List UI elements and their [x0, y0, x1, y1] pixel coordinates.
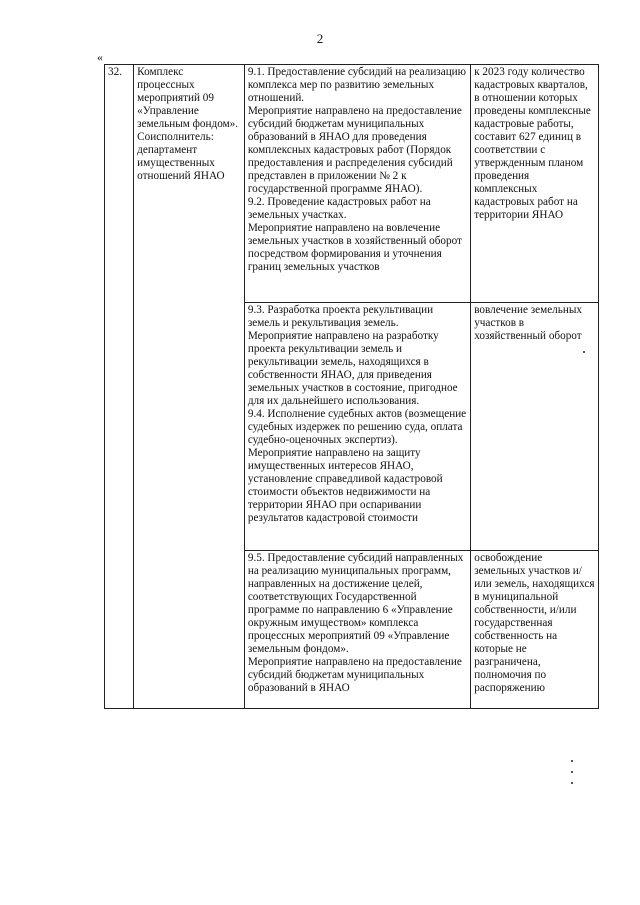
activity-item: Мероприятие направлено на защиту имущественных интересов ЯНАО, установление справедливой кадастровой стоимости объектов недвижимости на территории ЯНАО при оспаривании результатов кадастровой стоимости: [247, 447, 443, 524]
row-number: 32.: [105, 65, 134, 709]
program-name: Комплекс процессных мероприятий 09 «Управление земельным фондом». Соисполнитель: департамент имущественных отношений ЯНАО: [134, 65, 245, 709]
activity-item: 9.5. Предоставление субсидий направленных на реализацию муниципальных программ, направленных на достижение целей, соответствующих Государственной программе по направлению 6 «Управление окружным имуществом» комплекса процессных мероприятий 09 «Управление земельным фондом».: [247, 552, 464, 655]
activity-item: 9.2. Проведение кадастровых работ на земельных участках.: [247, 196, 431, 221]
opening-quote-mark: «: [97, 50, 103, 64]
activity-item: Мероприятие направлено на разработку проекта рекультивации земель и рекультивации земель, находящихся в собственности ЯНАО, для приведения земельных участков в состояние, пригодное для их дальнейшего использования.: [247, 330, 458, 407]
result-block-1: к 2023 году количество кадастровых кварталов, в отношении которых проведены комплексные кадастровые работы, составит 627 единиц в соответствии с утвержденным планом проведения комплексных кадастровых работ на территории ЯНАО: [471, 65, 599, 303]
activity-item: 9.1. Предоставление субсидий на реализацию комплекса мер по развитию земельных отношений.: [247, 66, 467, 104]
scan-speck: [571, 760, 573, 762]
activity-item: 9.3. Разработка проекта рекультивации земель и рекультивация земель.: [247, 304, 434, 329]
activity-item: 9.4. Исполнение судебных актов (возмещение судебных издержек по решению суда, оплата судебно-оценочных экспертиз).: [247, 408, 467, 446]
scan-speck: [583, 351, 585, 353]
result-block-3: освобождение земельных участков и/или земель, находящихся в муниципальной собственности, и/или государственная собственность на которые не разграничена, полномочия по распоряжению: [471, 551, 599, 709]
activity-item: Мероприятие направлено на вовлечение земельных участков в хозяйственный оборот посредством формирования и уточнения границ земельных участков: [247, 222, 462, 273]
scan-speck: [571, 782, 573, 784]
activity-block-3: [244, 551, 470, 709]
activity-block-1: [244, 65, 470, 303]
activity-block-2: [244, 303, 470, 551]
activity-item: Мероприятие направлено на предоставление субсидий бюджетам муниципальных образований в ЯНАО: [247, 656, 462, 694]
program-table: [104, 64, 599, 709]
activity-item: Мероприятие направлено на предоставление субсидий бюджетам муниципальных образований в ЯНАО для проведения комплексных кадастровых работ (Порядок предоставления и распределения субсидий представлен в приложении № 2 к государственной программе ЯНАО).: [247, 105, 462, 195]
table-row: [105, 65, 599, 303]
page-number: 2: [316, 31, 324, 46]
scan-speck: [571, 771, 573, 773]
result-block-2: вовлечение земельных участков в хозяйственный оборот: [471, 303, 599, 551]
